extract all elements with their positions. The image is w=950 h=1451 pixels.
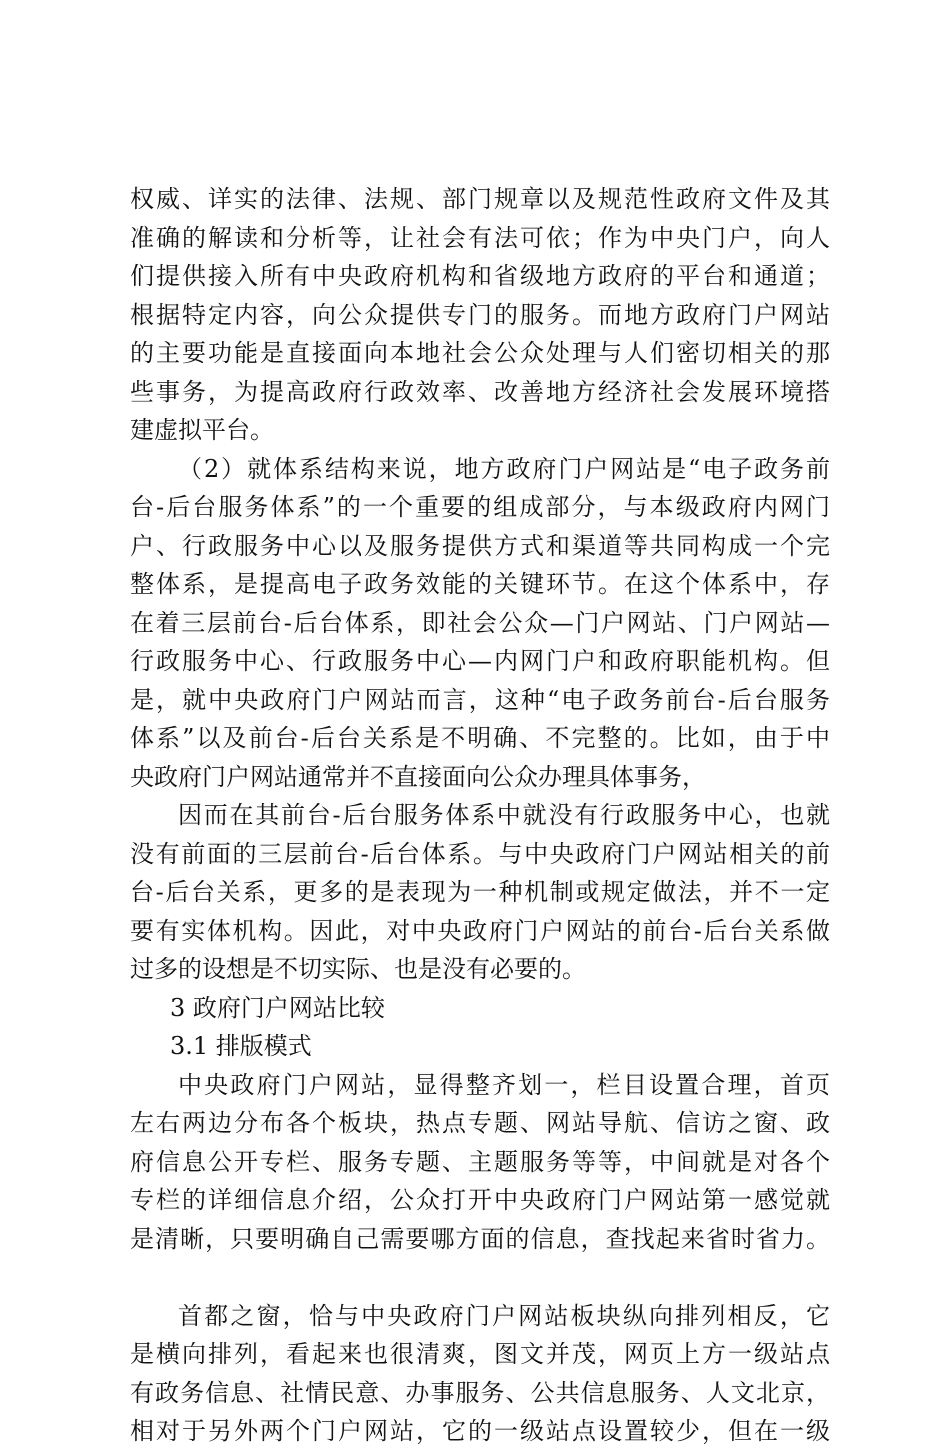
text-line: 是，就中央政府门户网站而言，这种“电子政务前台-后台服务	[130, 685, 830, 714]
text-line: 台-后台关系，更多的是表现为一种机制或规定做法，并不一定	[130, 878, 830, 906]
text-line: 们提供接入所有中央政府机构和省级地方政府的平台和通道；	[130, 262, 830, 290]
text-line: 体系”以及前台-后台关系是不明确、不完整的。比如，由于中	[130, 724, 830, 752]
text-line: 因而在其前台-后台服务体系中就没有行政服务中心，也就	[178, 801, 830, 829]
body-text	[130, 180, 830, 1451]
text-line: 整体系，是提高电子政务效能的关键环节。在这个体系中，存	[130, 570, 830, 598]
text-line: 建虚拟平台。	[130, 416, 274, 444]
section-heading: 3 政府门户网站比较	[170, 993, 385, 1022]
text-line: 首都之窗，恰与中央政府门户网站板块纵向排列相反，它	[178, 1301, 830, 1330]
text-line: 左右两边分布各个板块，热点专题、网站导航、信访之窗、政	[130, 1109, 830, 1137]
text-line: 是清晰，只要明确自己需要哪方面的信息，查找起来省时省力。	[130, 1224, 830, 1253]
text-line: 过多的设想是不切实际、也是没有必要的。	[130, 955, 586, 983]
text-line: 中央政府门户网站，显得整齐划一，栏目设置合理，首页	[178, 1070, 830, 1099]
text-line: 专栏的详细信息介绍，公众打开中央政府门户网站第一感觉就	[130, 1186, 830, 1214]
subsection-heading: 3.1 排版模式	[170, 1032, 312, 1060]
text-line: 相对于另外两个门户网站，它的一级站点设置较少，但在一级	[130, 1417, 830, 1445]
text-line: 府信息公开专栏、服务专题、主题服务等等，中间就是对各个	[130, 1147, 830, 1176]
text-line: 在着三层前台-后台体系，即社会公众—门户网站、门户网站—	[130, 608, 830, 637]
text-line: 准确的解读和分析等，让社会有法可依；作为中央门户，向人	[130, 223, 830, 252]
text-line: 是横向排列，看起来也很清爽，图文并茂，网页上方一级站点	[130, 1340, 830, 1368]
text-line: 的主要功能是直接面向本地社会公众处理与人们密切相关的那	[130, 339, 830, 367]
text-line: 要有实体机构。因此，对中央政府门户网站的前台-后台关系做	[130, 916, 830, 945]
text-line: （2）就体系结构来说，地方政府门户网站是“电子政务前	[178, 454, 830, 483]
text-line: 根据特定内容，向公众提供专门的服务。而地方政府门户网站	[130, 300, 830, 329]
text-line: 没有前面的三层前台-后台体系。与中央政府门户网站相关的前	[130, 839, 830, 868]
text-line: 台-后台服务体系”的一个重要的组成部分，与本级政府内网门	[130, 493, 830, 521]
text-line: 行政服务中心、行政服务中心—内网门户和政府职能机构。但	[130, 647, 830, 675]
text-line: 户、行政服务中心以及服务提供方式和渠道等共同构成一个完	[130, 531, 830, 560]
text-line: 权威、详实的法律、法规、部门规章以及规范性政府文件及其	[130, 185, 830, 213]
text-line: 央政府门户网站通常并不直接面向公众办理具体事务，	[130, 762, 706, 791]
text-line: 些事务，为提高政府行政效率、改善地方经济社会发展环境搭	[130, 377, 830, 406]
text-line: 有政务信息、社情民意、办事服务、公共信息服务、人文北京，	[130, 1378, 830, 1407]
paragraph-gap	[130, 1258, 830, 1297]
